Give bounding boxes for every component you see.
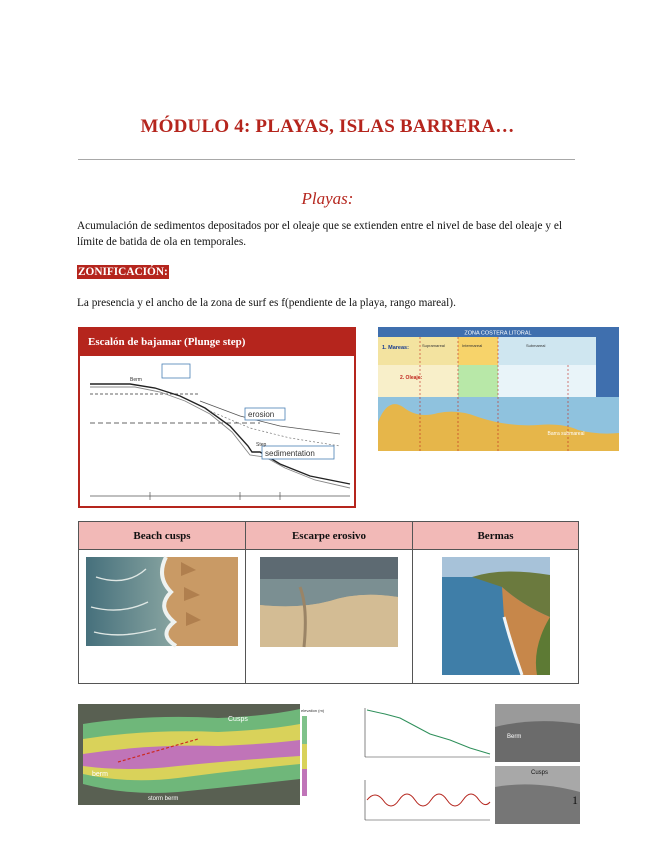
- page-title: MÓDULO 4: PLAYAS, ISLAS BARRERA…: [140, 116, 515, 137]
- title-divider: [78, 159, 575, 160]
- section-subtitle: Playas:: [301, 189, 354, 208]
- intermareal-label: Intermareal: [462, 343, 483, 348]
- sedimentation-label: sedimentation: [265, 449, 315, 458]
- page-number: 1: [572, 793, 578, 807]
- zone-title: ZONA COSTERA LITORAL: [464, 330, 532, 337]
- berm-photo-label: Berm: [507, 734, 522, 740]
- intro-paragraph: Acumulación de sedimentos depositados por el oleaje que se extienden entre el nivel de base del oleaje y el límite de batida de ola en temporales.: [77, 220, 562, 248]
- storm-berm-label: storm berm: [148, 796, 179, 802]
- berm-label: Berm: [130, 377, 142, 383]
- berm-map-label: berm: [92, 771, 108, 778]
- table-header-escarpe: Escarpe erosivo: [246, 522, 412, 550]
- plunge-step-figure: [78, 327, 356, 508]
- beach-features-table: [78, 521, 579, 684]
- elevation-legend-title: elevation (m): [301, 708, 325, 713]
- plunge-step-diagram: [80, 356, 354, 506]
- oleaje-label: 2. Oleaje:: [400, 375, 423, 381]
- table-header-bermas: Bermas: [413, 522, 578, 550]
- bermas-photo: [442, 557, 550, 675]
- section-label: ZONIFICACIÓN:: [78, 266, 168, 278]
- supramareal-label: Supramareal: [422, 343, 445, 348]
- cusps-elevation-map: [78, 704, 325, 805]
- cusps-map-label: Cusps: [228, 716, 248, 723]
- barra-label: Barra submareal: [547, 431, 585, 437]
- beach-cusps-photo: [86, 557, 238, 646]
- table-header-beach-cusps: Beach cusps: [79, 522, 245, 550]
- beach-profile-plots: [355, 702, 580, 827]
- erosion-label: erosion: [248, 410, 275, 419]
- submareal-label: Submareal: [526, 343, 546, 348]
- escarpe-erosivo-photo: [260, 557, 398, 647]
- presence-paragraph: La presencia y el ancho de la zona de surf es f(pendiente de la playa, rango mareal).: [77, 297, 456, 309]
- table-divider: [245, 522, 246, 683]
- step-label: Step: [256, 442, 267, 448]
- coastal-zonation-diagram: [378, 327, 619, 451]
- mareas-label: 1. Mareas:: [382, 345, 409, 351]
- table-divider: [412, 522, 413, 683]
- plunge-step-header: Escalón de bajamar (Plunge step): [80, 329, 354, 356]
- cusps-photo-label: Cusps: [531, 770, 549, 776]
